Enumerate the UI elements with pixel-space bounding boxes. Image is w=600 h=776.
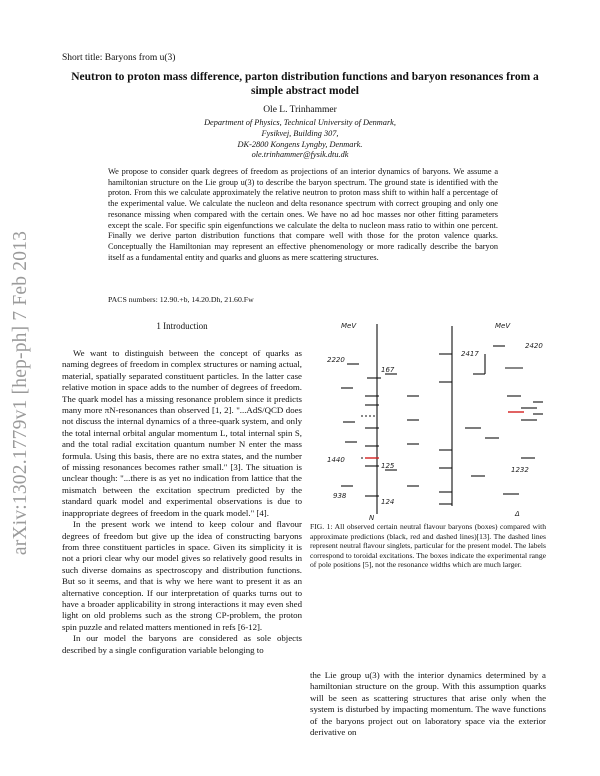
abstract: We propose to consider quark degrees of freedom as projections of an interior dynamics of baryons. We assume a hamiltonian structure on the Lie group u(3) to describe the baryon spectrum. The ground state is identified with the proton. From this we calculate approximately the relative neutron to proton mass shift to within half a percentage of the experimental value. We calculate the nucleon and delta resonance spectrum with correct grouping and only one resonance missing when compared with the certain ones. We have no ad hoc masses nor other fitting parameters except the scale. For specific spin eigenfunctions we calculate the delta to nucleon mass ratio to within one percent. Finally we derive parton distribution functions that compare well with those for the proton valence quarks. Conceptually the Hamiltonian may represent an effective phenomenology or more radically describe the baryon itself as a fundamental entity and quarks and gluons as mere scattering structures. — [108, 167, 498, 262]
label-mev-left: MeV — [341, 322, 357, 330]
label-r2: 2417 — [461, 350, 479, 358]
paper-title: Neutron to proton mass difference, parton distribution functions and baryon resonances from a simple abstract model — [71, 71, 539, 97]
label-l1: 2220 — [327, 356, 345, 364]
figure-1-caption: FIG. 1: All observed certain neutral flavour baryons (boxes) compared with approximate predictions (black, red and dashed lines)[13]. The dashed lines represent neutral flavour singlets, particular for the present model. The labels correspond to toroidal excitations. The boxes indicate the experimental range of pole positions [5], not the resonance widths which are much larger. — [310, 522, 546, 570]
affiliation-block — [0, 118, 600, 161]
author-name: Ole L. Trinhammer — [263, 105, 337, 115]
label-l2: 1440 — [327, 456, 345, 464]
intro-paragraph: We want to distinguish between the concept of quarks as naming degrees of freedom in complex structures or naming actual, material, spatially separated constituent particles. In the latter case relative motion in space adds to the number of degrees of freedom. The quark model has a missing resonance problem since it predicts many more πN-resonances than observed [1, 2]. "...AdS/QCD does not discuss the internal dynamics of a three-quark system, and only the total internal orbital angular momentum L, total internal spin S, and the total radial excitation quantum number N enter the mass formula. Using this basis, there are no extra states, and the number of missing resonances becomes rather small." [3]. The situation is unclear though: "...there is as yet no indication from lattice that the mismatch between the excitation spectrum predicted by the standard quark model and experimental observations is due to inappropriate degrees of freedom in the quark model." [4]. — [62, 348, 302, 518]
label-nucleon: N — [369, 514, 375, 521]
short-title: Short title: Baryons from u(3) — [62, 53, 176, 63]
section-heading-introduction: 1 Introduction — [156, 321, 208, 331]
affiliation-line: Fysikvej, Building 307, — [261, 128, 339, 138]
intro-paragraph: In the present work we intend to keep colour and flavour degrees of freedom but give up the idea of constructing baryons from three constituent particles in space. Given its simplicity it is not a priori clear why our model gives so relatively good results in such diverse domains as spectroscopy and distribution functions. But so it seems, and that is why we here want to present it as an alternative conception. If our interpretation of quarks turns out to have a broader applicability in strong interactions it may even shed light on old problems such as the strong CP-problem, the proton spin puzzle and related matters mentioned in refs [6-12]. — [62, 519, 302, 632]
label-mev-right: MeV — [495, 322, 511, 330]
affiliation-line: DK-2800 Kongens Lyngby, Denmark. — [237, 139, 363, 149]
intro-paragraph: In our model the baryons are considered as sole objects described by a single configuration variable belonging to — [62, 633, 302, 655]
label-r1: 2420 — [525, 342, 543, 350]
label-m1: 167 — [381, 366, 395, 374]
pacs-numbers: PACS numbers: 12.90.+b, 14.20.Dh, 21.60.Fw — [108, 295, 254, 304]
left-column-body — [62, 348, 302, 656]
arxiv-sidebar-stamp — [4, 195, 38, 590]
right-column-body: the Lie group u(3) with the interior dynamics determined by a hamiltonian structure on the group. With this assumption quarks will be seen as scattering structures that arise only when the system is disturbed by impacting momentum. The wave functions of the baryons project out on laboratory space via the exterior derivative on — [310, 670, 546, 738]
label-r3: 1232 — [511, 466, 529, 474]
figure-1-baryon-spectrum — [325, 316, 555, 521]
affiliation-line: Department of Physics, Technical University of Denmark, — [204, 118, 396, 127]
label-m3: 124 — [381, 498, 395, 506]
author-email: ole.trinhammer@fysik.dtu.dk — [251, 150, 349, 160]
label-delta: Δ — [515, 510, 520, 518]
arxiv-identifier: arXiv:1302.1779v1 [hep-ph] 7 Feb 2013 — [10, 230, 31, 555]
label-m2: 125 — [381, 462, 395, 470]
label-l3: 938 — [333, 492, 347, 500]
baryon-spectrum-sketch — [325, 316, 555, 521]
